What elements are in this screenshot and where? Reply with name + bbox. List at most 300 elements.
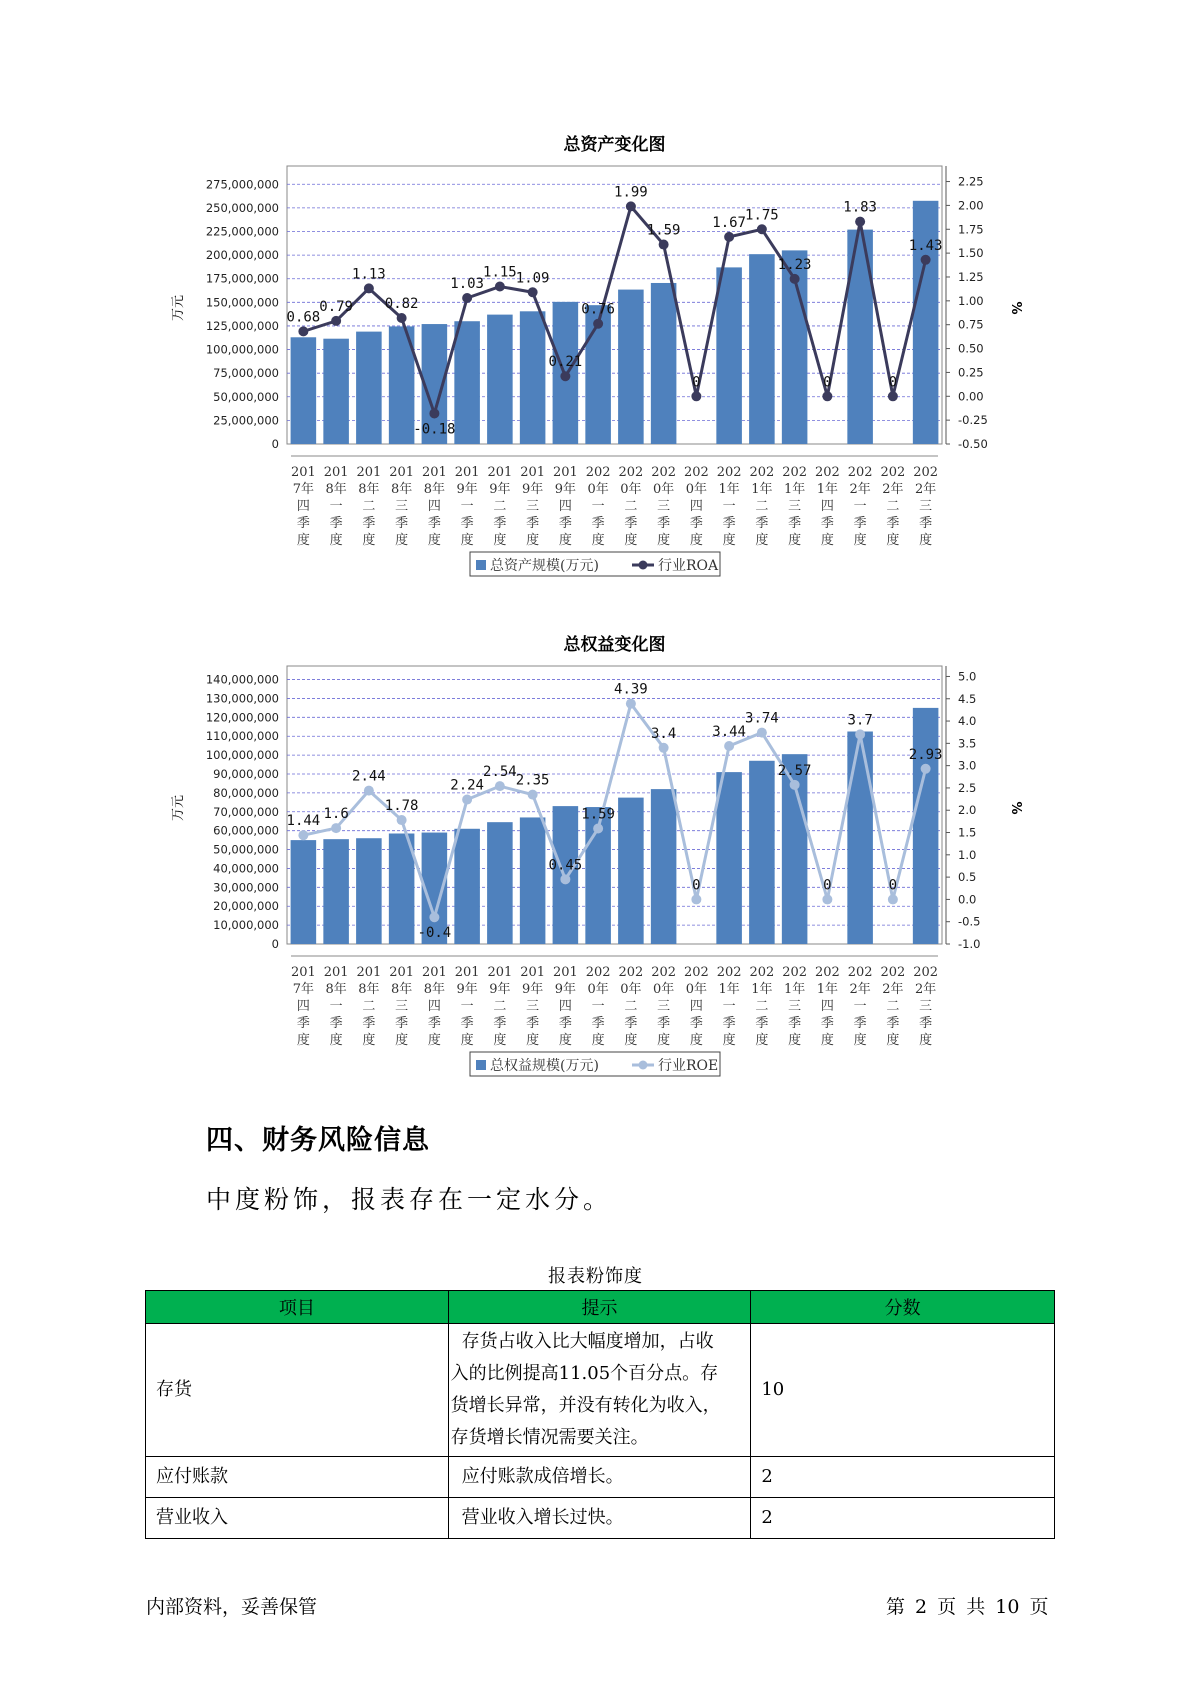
x-tick-label: 度 (296, 1033, 310, 1048)
x-tick-label: 二 (493, 999, 507, 1014)
x-tick-label: 季 (755, 1016, 769, 1031)
x-tick-label: 四 (689, 999, 703, 1014)
x-tick-label: 度 (657, 1033, 671, 1048)
line-point (855, 217, 865, 227)
x-tick-label: 度 (722, 1033, 736, 1048)
x-tick-label: 季 (657, 1016, 671, 1031)
x-tick-label: 202 (749, 965, 775, 980)
data-label: 0.68 (286, 309, 321, 326)
line-point (397, 815, 407, 825)
line-point (528, 790, 538, 800)
y-right-tick-label: 0.75 (958, 317, 984, 332)
bar (291, 840, 317, 944)
data-label: 1.67 (712, 214, 746, 231)
x-tick-label: 9年 (456, 482, 478, 497)
y-right-tick-label: 4.0 (958, 714, 977, 729)
x-tick-label: 202 (847, 465, 873, 480)
y-right-tick-label: 0.0 (958, 892, 977, 907)
x-tick-label: 度 (460, 533, 474, 548)
legend-line-marker (639, 561, 648, 570)
x-tick-label: 一 (329, 999, 343, 1014)
bar (323, 339, 349, 444)
x-tick-label: 一 (722, 499, 736, 514)
x-tick-label: 季 (526, 1016, 540, 1031)
line-point (659, 743, 669, 753)
data-label: 0.79 (319, 298, 353, 315)
x-tick-label: 季 (460, 516, 474, 531)
data-label: 0 (823, 374, 832, 391)
x-tick-label: 四 (558, 999, 572, 1014)
data-label: 2.44 (352, 768, 386, 785)
x-tick-label: 8年 (423, 982, 446, 997)
chart-title: 总资产变化图 (563, 135, 666, 155)
whitewash-table (145, 1290, 1055, 1539)
x-tick-label: 8年 (358, 482, 380, 497)
data-label: 0 (888, 374, 898, 391)
x-tick-label: 9年 (554, 482, 577, 497)
x-tick-label: 202 (716, 965, 742, 980)
x-tick-label: 季 (329, 1016, 343, 1031)
x-tick-label: 0年 (587, 982, 609, 997)
x-tick-label: 四 (427, 499, 441, 514)
data-label: 1.23 (777, 256, 812, 273)
x-tick-label: 季 (493, 1016, 507, 1031)
x-tick-label: 9年 (521, 982, 544, 997)
data-label: 1.83 (843, 199, 877, 216)
x-tick-label: 1年 (783, 982, 806, 997)
x-tick-label: 度 (427, 533, 441, 548)
y-left-tick-label: 60,000,000 (213, 823, 279, 838)
x-tick-label: 度 (591, 533, 605, 548)
x-tick-label: 0年 (652, 482, 675, 497)
bar (847, 732, 873, 945)
data-label: 0.45 (548, 857, 583, 874)
y-left-tick-label: 110,000,000 (205, 729, 279, 744)
y-left-tick-label: 30,000,000 (213, 880, 279, 895)
x-tick-label: 季 (689, 516, 703, 531)
y-right-tick-label: 1.5 (958, 825, 977, 840)
x-tick-label: 1年 (751, 982, 773, 997)
x-tick-label: 202 (585, 965, 611, 980)
line-point (888, 894, 898, 904)
x-tick-label: 201 (290, 465, 316, 480)
x-tick-label: 季 (919, 516, 933, 531)
y-right-tick-label: 2.25 (958, 174, 984, 189)
section-title: 四、财务风险信息 (206, 1125, 430, 1156)
total-assets-chart (170, 130, 1030, 600)
table-row (146, 1457, 1055, 1498)
x-tick-label: 度 (853, 533, 867, 548)
x-tick-label: 一 (722, 999, 736, 1014)
x-tick-label: 1年 (718, 482, 740, 497)
x-tick-label: 202 (913, 465, 939, 480)
x-tick-label: 度 (526, 533, 540, 548)
data-label: 2.24 (450, 777, 484, 794)
bar (520, 817, 546, 944)
y-right-tick-label: 1.50 (958, 246, 984, 261)
y-left-tick-label: 275,000,000 (205, 177, 279, 192)
x-tick-label: 三 (395, 499, 409, 514)
line-point (921, 255, 931, 265)
data-label: 2.93 (908, 746, 943, 763)
line-point (724, 232, 734, 242)
x-tick-label: 201 (356, 465, 382, 480)
line-point (790, 780, 800, 790)
x-tick-label: 度 (591, 1033, 605, 1048)
x-tick-label: 四 (296, 999, 310, 1014)
data-label: 1.59 (581, 806, 615, 823)
line-point (659, 240, 669, 250)
x-tick-label: 0年 (652, 982, 675, 997)
x-tick-label: 度 (788, 1033, 802, 1048)
y-left-tick-label: 50,000,000 (213, 389, 279, 404)
row-score: 10 (751, 1324, 1055, 1457)
x-tick-label: 度 (395, 1033, 409, 1048)
line-point (364, 786, 374, 796)
x-tick-label: 度 (657, 533, 671, 548)
line-point (593, 319, 603, 329)
line-point (364, 283, 374, 293)
legend-bar-swatch (476, 560, 486, 570)
data-label: 1.44 (286, 813, 321, 830)
data-label: 1.09 (515, 270, 550, 287)
x-tick-label: 2年 (882, 982, 904, 997)
y-left-axis-title: 万元 (171, 294, 186, 322)
line-point (691, 894, 701, 904)
row-score: 2 (751, 1457, 1055, 1498)
legend-bar-label: 总权益规模(万元) (490, 1058, 599, 1074)
x-tick-label: 一 (329, 499, 343, 514)
line-point (757, 728, 767, 738)
x-tick-label: 季 (788, 1016, 802, 1031)
hint-line: 入的比例提高11.05个百分点。存 (450, 1363, 719, 1384)
footer-confidential: 内部资料，妥善保管 (146, 1596, 318, 1618)
bar (618, 798, 644, 944)
x-tick-label: 0年 (685, 482, 708, 497)
x-tick-label: 三 (788, 999, 802, 1014)
y-left-tick-label: 100,000,000 (205, 342, 279, 357)
data-label: 0 (823, 877, 832, 894)
x-tick-label: 201 (421, 965, 447, 980)
bar (454, 321, 480, 444)
y-right-tick-label: 2.5 (958, 780, 977, 795)
x-tick-label: 度 (886, 1033, 900, 1048)
hint-line: 存货占收入比大幅度增加，占收 (461, 1331, 714, 1352)
x-tick-label: 四 (558, 499, 572, 514)
x-tick-label: 2年 (914, 482, 937, 497)
bar (716, 772, 742, 944)
y-right-tick-label: 3.0 (958, 758, 977, 773)
x-tick-label: 度 (886, 533, 900, 548)
bar (651, 283, 677, 444)
x-tick-label: 度 (296, 533, 310, 548)
x-tick-label: 度 (722, 533, 736, 548)
x-tick-label: 201 (520, 965, 546, 980)
line-point (593, 824, 603, 834)
table-caption: 报表粉饰度 (548, 1266, 643, 1287)
x-tick-label: 度 (558, 533, 572, 548)
y-right-tick-label: 3.5 (958, 736, 977, 751)
data-label: -0.4 (417, 925, 452, 942)
x-tick-label: 202 (880, 965, 906, 980)
x-tick-label: 202 (683, 465, 709, 480)
x-tick-label: 度 (755, 533, 769, 548)
bar (291, 337, 317, 444)
data-label: 1.59 (646, 222, 681, 239)
x-tick-label: 四 (689, 499, 703, 514)
x-tick-label: 度 (689, 533, 703, 548)
data-label: 1.78 (384, 798, 419, 815)
x-tick-label: 一 (460, 999, 474, 1014)
x-tick-label: 9年 (456, 982, 478, 997)
x-tick-label: 季 (558, 516, 572, 531)
line-point (560, 874, 570, 884)
y-right-axis-title: % (1008, 301, 1023, 315)
x-tick-label: 2年 (882, 482, 904, 497)
x-tick-label: 一 (853, 499, 867, 514)
x-tick-label: 季 (362, 1016, 376, 1031)
y-left-tick-label: 80,000,000 (213, 785, 279, 800)
line-point (855, 729, 865, 739)
data-label: 2.35 (515, 772, 550, 789)
hint-line: 营业收入增长过快。 (461, 1507, 624, 1528)
bar (356, 838, 382, 944)
x-tick-label: 201 (290, 965, 316, 980)
x-tick-label: 季 (657, 516, 671, 531)
x-tick-label: 202 (618, 965, 644, 980)
x-tick-label: 度 (919, 533, 933, 548)
x-tick-label: 季 (755, 516, 769, 531)
x-tick-label: 季 (624, 1016, 638, 1031)
total-assets-chart-svg (170, 130, 1030, 600)
line-point (331, 316, 341, 326)
x-tick-label: 1年 (783, 482, 806, 497)
x-tick-label: 季 (788, 516, 802, 531)
x-tick-label: 季 (558, 1016, 572, 1031)
x-tick-label: 201 (552, 465, 578, 480)
bar (749, 761, 775, 944)
x-tick-label: 202 (585, 465, 611, 480)
x-tick-label: 202 (716, 465, 742, 480)
line-point (429, 912, 439, 922)
data-label: -0.18 (413, 421, 456, 438)
x-tick-label: 度 (624, 1033, 638, 1048)
line-point (691, 391, 701, 401)
x-tick-label: 三 (657, 999, 671, 1014)
x-tick-label: 度 (526, 1033, 540, 1048)
x-tick-label: 度 (853, 1033, 867, 1048)
x-tick-label: 季 (820, 516, 834, 531)
line-point (298, 830, 308, 840)
x-tick-label: 季 (493, 516, 507, 531)
x-tick-label: 度 (755, 1033, 769, 1048)
bar (749, 254, 775, 444)
footer-page-number: 第 2 页 共 10 页 (886, 1596, 1049, 1618)
legend-bar-swatch (476, 1060, 486, 1070)
x-tick-label: 度 (460, 1033, 474, 1048)
y-left-tick-label: 120,000,000 (205, 710, 279, 725)
x-tick-label: 202 (651, 965, 677, 980)
x-tick-label: 201 (356, 965, 382, 980)
data-label: 1.15 (483, 264, 517, 281)
data-label: 0.21 (548, 354, 583, 371)
x-tick-label: 季 (362, 516, 376, 531)
x-tick-label: 季 (427, 516, 441, 531)
bar (651, 789, 677, 944)
x-tick-label: 二 (886, 999, 900, 1014)
x-tick-label: 二 (624, 499, 638, 514)
x-tick-label: 季 (689, 1016, 703, 1031)
y-left-tick-label: 225,000,000 (205, 224, 279, 239)
legend-line-label: 行业ROA (658, 558, 719, 574)
x-tick-label: 9年 (489, 982, 511, 997)
line-point (822, 894, 832, 904)
table-row (146, 1498, 1055, 1539)
data-label: 0 (888, 877, 898, 894)
x-tick-label: 二 (493, 499, 507, 514)
y-right-tick-label: 1.0 (958, 847, 977, 862)
x-tick-label: 度 (624, 533, 638, 548)
x-tick-label: 202 (749, 465, 775, 480)
x-tick-label: 201 (323, 965, 349, 980)
x-tick-label: 8年 (390, 982, 413, 997)
x-tick-label: 度 (493, 533, 507, 548)
y-left-tick-label: 150,000,000 (205, 295, 279, 310)
bar (356, 332, 382, 444)
x-tick-label: 季 (624, 516, 638, 531)
row-score: 2 (751, 1498, 1055, 1539)
x-tick-label: 一 (591, 999, 605, 1014)
data-label: 3.4 (650, 725, 677, 742)
y-right-tick-label: 0.25 (958, 365, 984, 380)
line-point (560, 371, 570, 381)
data-label: 3.7 (847, 712, 873, 729)
x-tick-label: 202 (782, 965, 808, 980)
row-hint (448, 1498, 751, 1539)
x-tick-label: 二 (624, 999, 638, 1014)
y-left-tick-label: 250,000,000 (205, 200, 279, 215)
data-label: 1.43 (908, 237, 943, 254)
header-item: 项目 (146, 1291, 449, 1324)
y-right-tick-label: 0.5 (958, 870, 977, 885)
x-tick-label: 二 (362, 499, 376, 514)
x-tick-label: 202 (683, 965, 709, 980)
x-tick-label: 三 (526, 999, 540, 1014)
x-tick-label: 0年 (620, 982, 642, 997)
x-tick-label: 季 (591, 1016, 605, 1031)
y-right-tick-label: 1.75 (958, 222, 984, 237)
line-point (822, 391, 832, 401)
line-point (724, 741, 734, 751)
x-tick-label: 201 (454, 965, 480, 980)
x-tick-label: 度 (427, 1033, 441, 1048)
x-tick-label: 季 (427, 1016, 441, 1031)
data-label: 3.44 (712, 724, 746, 741)
y-right-tick-label: 4.5 (958, 691, 977, 706)
x-tick-label: 度 (820, 1033, 834, 1048)
x-tick-label: 季 (853, 516, 867, 531)
x-tick-label: 202 (814, 965, 840, 980)
x-tick-label: 2年 (849, 982, 871, 997)
x-tick-label: 201 (421, 465, 447, 480)
x-tick-label: 季 (591, 516, 605, 531)
x-tick-label: 2年 (914, 982, 937, 997)
data-label: 0 (692, 877, 701, 894)
x-tick-label: 8年 (325, 482, 347, 497)
x-tick-label: 度 (395, 533, 409, 548)
y-left-tick-label: 0 (271, 937, 279, 951)
row-hint (448, 1324, 751, 1457)
x-tick-label: 201 (389, 465, 415, 480)
line-point (397, 313, 407, 323)
y-right-tick-label: 2.00 (958, 198, 984, 213)
bar (454, 829, 480, 944)
x-tick-label: 8年 (325, 982, 347, 997)
x-tick-label: 度 (788, 533, 802, 548)
y-left-tick-label: 50,000,000 (213, 842, 279, 857)
bar (913, 708, 939, 944)
x-tick-label: 201 (487, 965, 513, 980)
data-label: 4.39 (614, 681, 648, 698)
x-tick-label: 季 (919, 1016, 933, 1031)
x-tick-label: 7年 (292, 482, 315, 497)
x-tick-label: 度 (362, 533, 376, 548)
line-point (331, 823, 341, 833)
data-label: 2.57 (777, 762, 812, 779)
x-tick-label: 0年 (620, 482, 642, 497)
y-left-tick-label: 130,000,000 (205, 691, 279, 706)
y-right-axis-title: % (1008, 801, 1023, 815)
x-tick-label: 0年 (587, 482, 609, 497)
x-tick-label: 201 (552, 965, 578, 980)
x-tick-label: 四 (820, 999, 834, 1014)
line-point (888, 391, 898, 401)
y-left-tick-label: 90,000,000 (213, 767, 279, 781)
x-tick-label: 7年 (292, 982, 315, 997)
x-tick-label: 9年 (554, 982, 577, 997)
bar (323, 839, 349, 944)
row-item: 存货 (146, 1324, 449, 1457)
data-label: 3.74 (745, 710, 779, 727)
x-tick-label: 2年 (849, 482, 871, 497)
data-label: 2.54 (483, 764, 517, 781)
x-tick-label: 0年 (685, 982, 708, 997)
x-tick-label: 201 (520, 465, 546, 480)
hint-line: 存货增长情况需要关注。 (450, 1427, 649, 1448)
x-tick-label: 三 (919, 999, 933, 1014)
data-label: 1.6 (323, 806, 349, 823)
y-right-tick-label: -0.25 (958, 413, 988, 428)
line-point (462, 795, 472, 805)
table-row (146, 1324, 1055, 1457)
x-tick-label: 202 (847, 965, 873, 980)
x-tick-label: 二 (886, 499, 900, 514)
x-tick-label: 季 (395, 516, 409, 531)
hint-line: 货增长异常，并没有转化为收入， (450, 1395, 721, 1416)
x-tick-label: 201 (487, 465, 513, 480)
x-tick-label: 季 (296, 1016, 310, 1031)
y-left-tick-label: 200,000,000 (205, 248, 279, 263)
bar (618, 290, 644, 444)
x-tick-label: 季 (395, 1016, 409, 1031)
line-point (462, 293, 472, 303)
y-left-tick-label: 25,000,000 (213, 413, 279, 428)
data-label: 1.99 (614, 184, 648, 201)
x-tick-label: 度 (362, 1033, 376, 1048)
x-tick-label: 度 (493, 1033, 507, 1048)
x-tick-label: 季 (329, 516, 343, 531)
data-label: 1.03 (450, 275, 484, 292)
